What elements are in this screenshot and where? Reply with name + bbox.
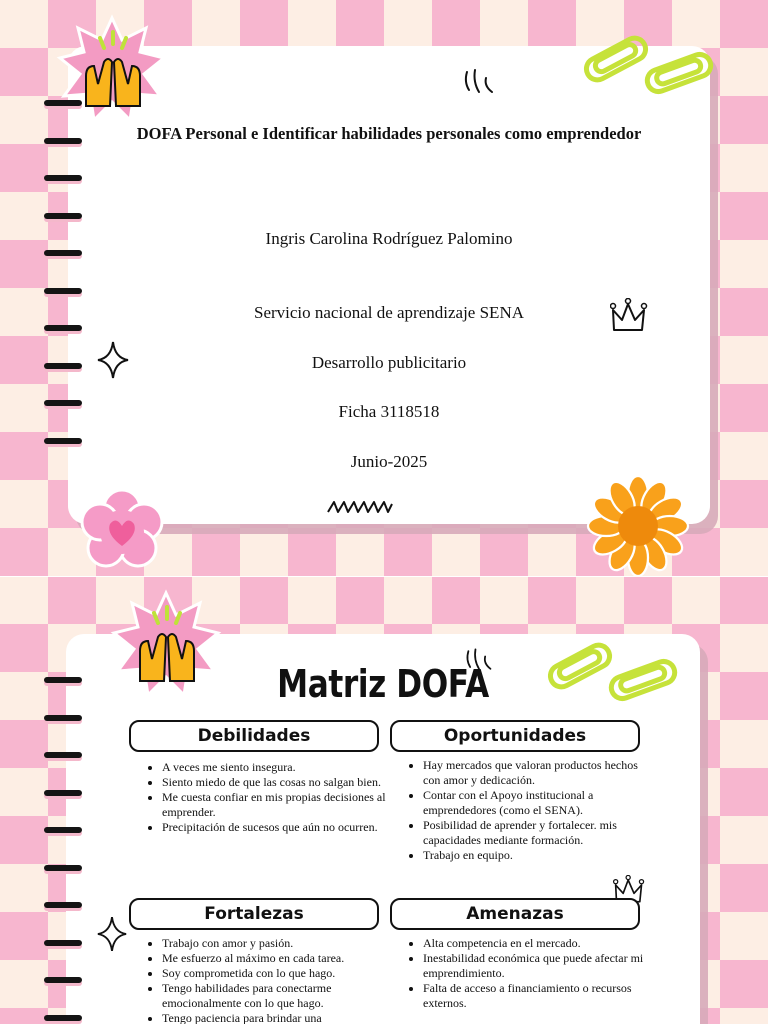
- list-item: • Me esfuerzo al máximo en cada tarea.: [162, 951, 392, 966]
- motion-lines-icon: [464, 647, 494, 673]
- debilidades-list: [146, 760, 392, 835]
- amenazas-list: [407, 936, 653, 1011]
- list-item: • Contar con el Apoyo institucional a emprendedores (como el SENA).: [423, 788, 653, 818]
- list-item: • Trabajo en equipo.: [423, 848, 653, 863]
- sunflower-icon: [582, 476, 694, 576]
- list-item: • Posibilidad de aprender y fortalecer. mis capacidades mediante formación.: [423, 818, 653, 848]
- list-item: • Falta de acceso a financiamiento o recursos externos.: [423, 981, 653, 1011]
- institution: Servicio nacional de aprendizaje SENA: [253, 303, 524, 322]
- list-item: • Me cuesta confiar en mis propias decisiones al emprender.: [162, 790, 392, 820]
- heart-flower-icon: [80, 490, 164, 574]
- debilidades-header: Debilidades: [129, 720, 379, 752]
- squiggle-icon: [326, 498, 394, 518]
- clapping-hands-icon: [56, 14, 168, 126]
- oportunidades-header: Oportunidades: [390, 720, 640, 752]
- fortalezas-header: Fortalezas: [129, 898, 379, 930]
- sparkle-icon: [96, 340, 130, 380]
- list-item: • Soy comprometida con lo que hago.: [162, 966, 392, 981]
- dofa-slide: [0, 577, 768, 1024]
- list-item: • Tengo habilidades para conectarme emocionalmente con lo que hago.: [162, 981, 392, 1011]
- fortalezas-list: [146, 936, 392, 1024]
- list-item: • Inestabilidad económica que puede afectar mi emprendimiento.: [423, 951, 653, 981]
- document-title: DOFA Personal e Identificar habilidades personales como emprendedor: [136, 124, 642, 143]
- author-name: Ingris Carolina Rodríguez Palomino: [265, 229, 513, 248]
- amenazas-header: Amenazas: [390, 898, 640, 930]
- list-item: • Trabajo con amor y pasión.: [162, 936, 392, 951]
- list-item: • Alta competencia en el mercado.: [423, 936, 653, 951]
- program: Desarrollo publicitario: [311, 353, 467, 372]
- matrix-title: Matriz DOFA: [277, 662, 489, 706]
- list-item: • A veces me siento insegura.: [162, 760, 392, 775]
- paperclip-icon: [580, 30, 720, 100]
- list-item: • Hay mercados que valoran productos hechos con amor y dedicación.: [423, 758, 653, 788]
- list-item: • Precipitación de sucesos que aún no ocurren.: [162, 820, 392, 835]
- oportunidades-list: [407, 758, 653, 863]
- crown-icon: [610, 298, 648, 334]
- ficha: Ficha 3118518: [338, 402, 440, 421]
- sparkle-icon: [96, 915, 128, 953]
- list-item: • Tengo paciencia para brindar una: [162, 1011, 392, 1024]
- motion-lines-icon: [462, 68, 496, 96]
- date: Junio-2025: [350, 452, 428, 471]
- list-item: • Siento miedo de que las cosas no salgan bien.: [162, 775, 392, 790]
